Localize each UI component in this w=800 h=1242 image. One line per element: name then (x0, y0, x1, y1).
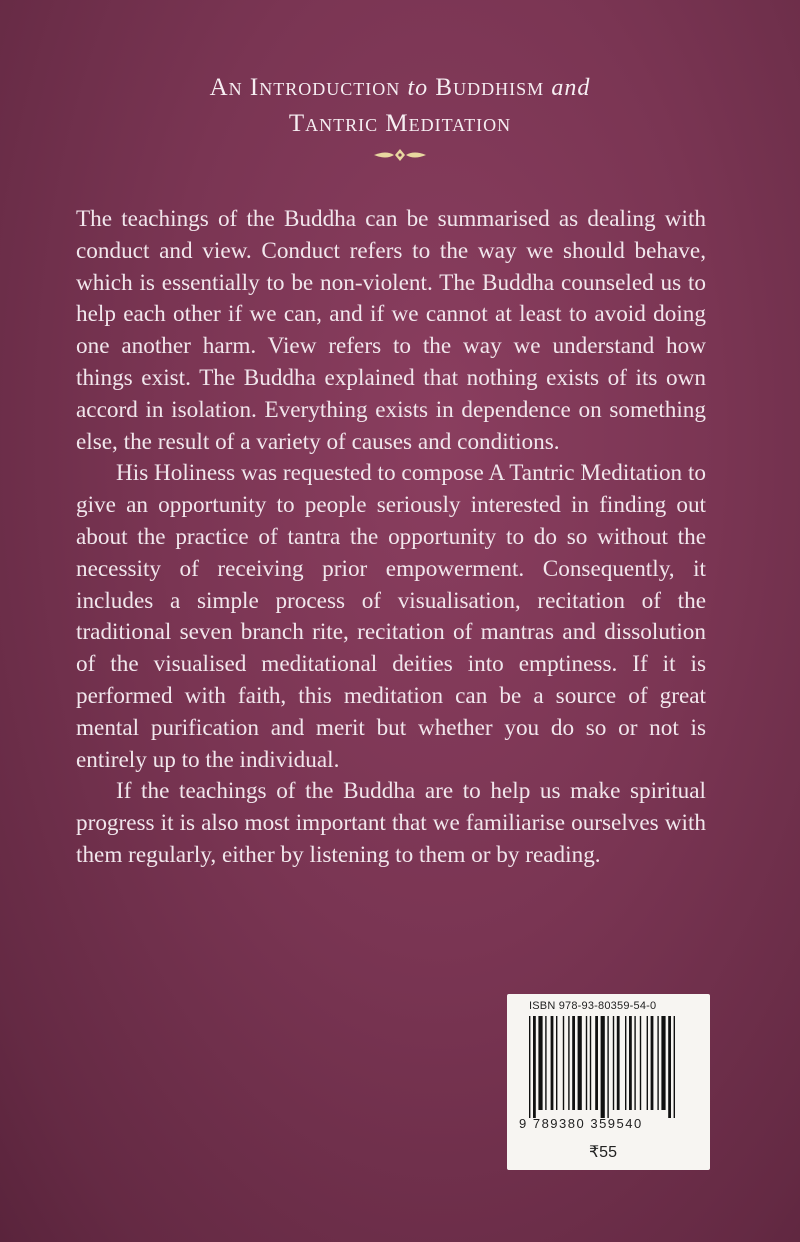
barcode-bar (617, 1016, 620, 1110)
title-line-1 (0, 70, 800, 106)
back-cover-blurb (76, 204, 706, 872)
barcode-bar (551, 1016, 554, 1110)
paragraph-1: The teachings of the Buddha can be summarised as dealing with conduct and view. Conduct refers to the way we should behave, which is essentially to be non-violent. The Buddha counseled us to help each other if we can, and if we cannot at least to avoid doing one another harm. View refers to the way we understand how things exist. The Buddha explained that nothing exists of its own accord in isolation. Everything exists in dependence on something else, the result of a variety of causes and conditions. (76, 206, 706, 455)
barcode-bar (613, 1016, 614, 1110)
decorative-flourish-icon (370, 146, 430, 164)
barcode-bar (640, 1016, 641, 1110)
barcode-bar (586, 1016, 587, 1110)
barcode-bars (527, 1016, 699, 1118)
paragraph-2: His Holiness was requested to compose A Tantric Meditation to give an opportunity to people seriously interested in finding out about the practice of tantra the opportunity to do so without the necessity of receiving prior empowerment. Consequently, it includes a simple process of visualisation, recitation of the traditional seven branch rite, recitation of mantras and dissolution of the visualised meditational deities into emptiness. If it is performed with faith, this meditation can be a source of great mental purification and merit but whether you do so or not is entirely up to the individual. (76, 460, 706, 773)
barcode-bar (625, 1016, 626, 1110)
barcode-bar (538, 1016, 542, 1110)
title-and: and (551, 75, 591, 101)
barcode-bar (657, 1016, 658, 1110)
title-part2: Buddhism (428, 74, 552, 101)
barcode-bar (529, 1016, 530, 1118)
book-title (0, 70, 800, 142)
barcode-digits: 9 789380 359540 (519, 1116, 643, 1131)
barcode-bar (590, 1016, 591, 1110)
barcode-bar (674, 1016, 675, 1118)
barcode-bar (578, 1016, 582, 1110)
barcode-bar (563, 1016, 564, 1110)
barcode-bar (572, 1016, 575, 1110)
barcode-bar (651, 1016, 654, 1110)
barcode-bar (634, 1016, 635, 1110)
barcode-bar (601, 1016, 605, 1118)
isbn-number: ISBN 978-93-80359-54-0 (529, 1000, 657, 1012)
barcode-bar (629, 1016, 632, 1110)
title-line-2: Tantric Meditation (288, 110, 512, 137)
title-part1: An Introduction (209, 74, 408, 101)
title-to: to (407, 75, 429, 101)
barcode-label (507, 994, 710, 1170)
barcode-bar (533, 1016, 536, 1118)
price: ₹55 (589, 1144, 617, 1161)
barcode-bar (595, 1016, 598, 1110)
barcode-bar (607, 1016, 608, 1118)
barcode-bar (556, 1016, 557, 1110)
barcode-bar (668, 1016, 671, 1118)
barcode-bar (647, 1016, 648, 1110)
paragraph-3: If the teachings of the Buddha are to help us make spiritual progress it is also most important that we familiarise ourselves with them regularly, either by listening to them or by reading. (76, 778, 706, 868)
barcode-bar (545, 1016, 546, 1110)
barcode-bar (568, 1016, 569, 1110)
barcode-bar (661, 1016, 665, 1110)
